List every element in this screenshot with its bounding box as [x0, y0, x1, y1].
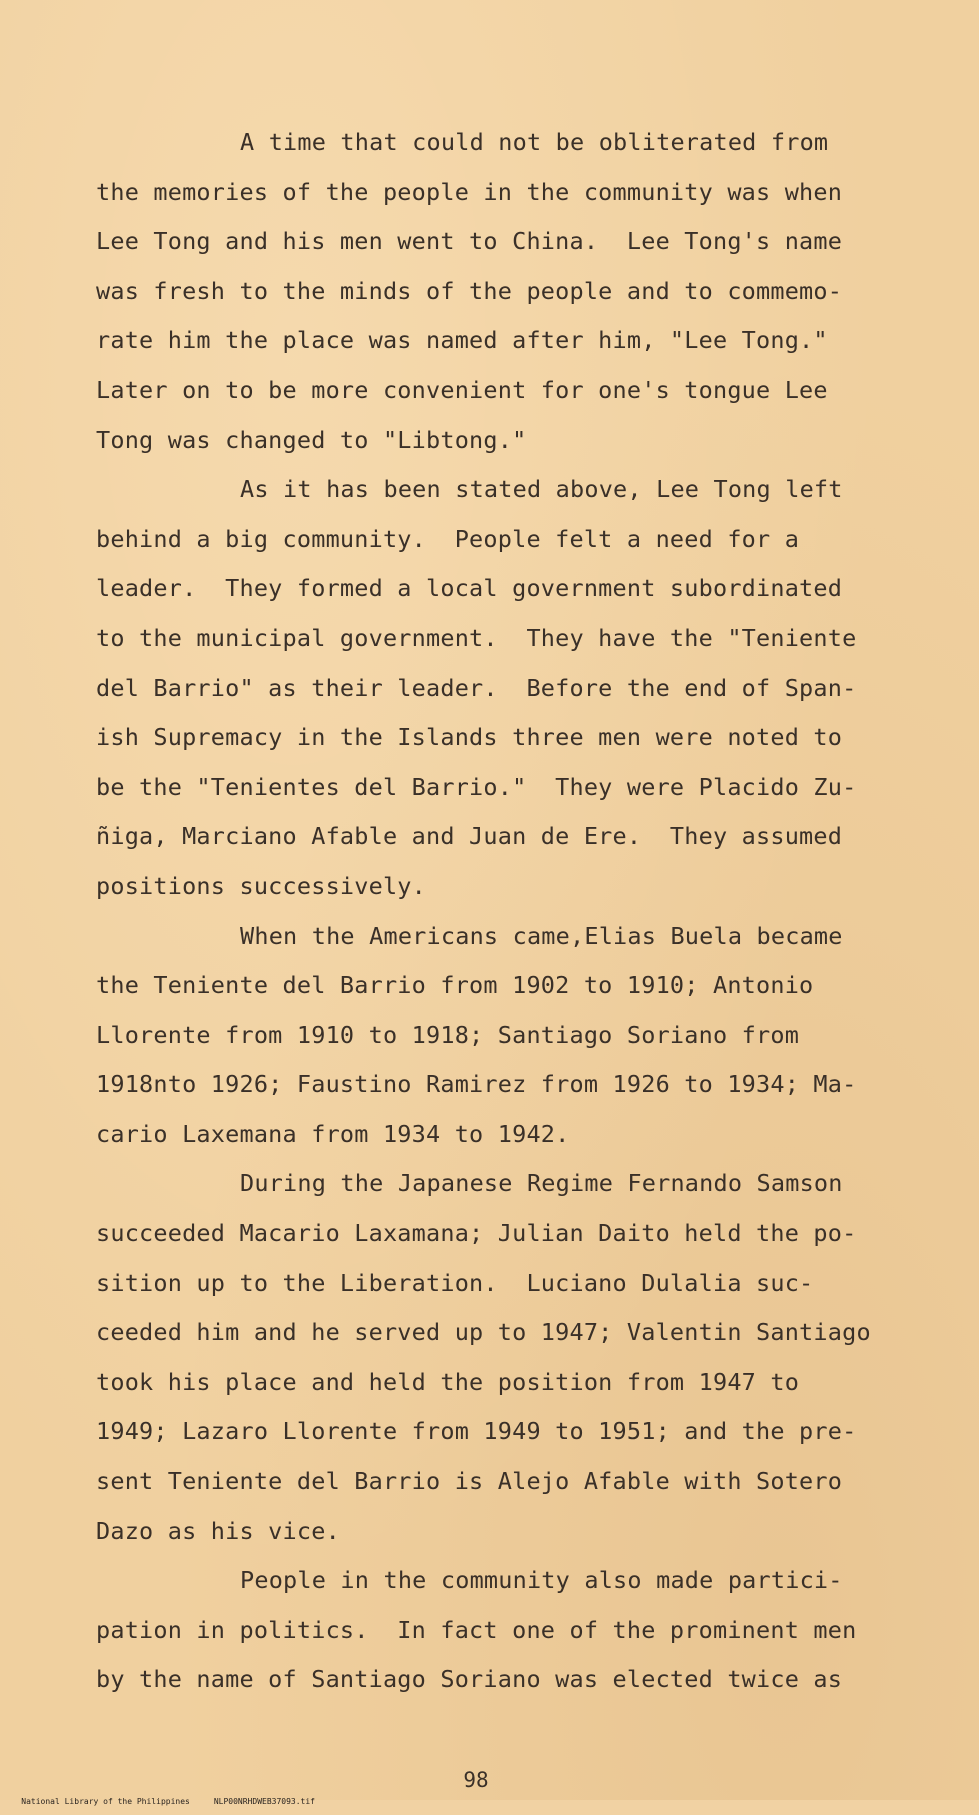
text-line: behind a big community. People felt a need for a: [96, 524, 800, 553]
text-line: succeeded Macario Laxamana; Julian Daito held the po-: [96, 1219, 857, 1248]
text-line: leader. They formed a local government subordinated: [96, 574, 843, 603]
text-line: Dazo as his vice.: [96, 1516, 340, 1545]
footer-institution: National Library of the Philippines: [21, 1797, 190, 1806]
text-line: 1918nto 1926; Faustino Ramirez from 1926 to 1934; Ma-: [96, 1070, 857, 1099]
text-line: Lee Tong and his men went to China. Lee Tong's name: [96, 227, 843, 256]
text-line: took his place and held the position from 1947 to: [96, 1367, 800, 1396]
body-text: [96, 118, 916, 1705]
text-line: sent Teniente del Barrio is Alejo Afable with Sotero: [96, 1467, 843, 1496]
text-line: pation in politics. In fact one of the prominent men: [96, 1615, 857, 1644]
text-line: rate him the place was named after him, "Lee Tong.": [96, 326, 828, 355]
text-line: A time that could not be obliterated from: [240, 128, 829, 156]
text-line: cario Laxemana from 1934 to 1942.: [96, 1119, 570, 1148]
text-line: del Barrio" as their leader. Before the end of Span-: [96, 673, 857, 702]
text-line: was fresh to the minds of the people and to commemo-: [96, 276, 843, 305]
text-line: positions successively.: [96, 871, 427, 900]
text-line: ñiga, Marciano Afable and Juan de Ere. They assumed: [96, 822, 843, 851]
footer-file-id: NLP00NRHDWEB37093.tif: [213, 1797, 315, 1806]
text-line: by the name of Santiago Soriano was elected twice as: [96, 1665, 843, 1694]
text-line: Tong was changed to "Libtong.": [96, 425, 527, 454]
text-line: People in the community also made partici-: [240, 1566, 843, 1595]
scan-footer: [2, 1788, 339, 1815]
text-line: sition up to the Liberation. Luciano Dulalia suc-: [96, 1268, 814, 1297]
text-line: During the Japanese Regime Fernando Samson: [240, 1169, 843, 1198]
text-line: ceeded him and he served up to 1947; Valentin Santiago: [96, 1318, 871, 1347]
text-line: the memories of the people in the community was when: [96, 177, 843, 206]
text-line: When the Americans came,Elias Buela became: [240, 921, 843, 950]
text-line: to the municipal government. They have the "Teniente: [96, 623, 857, 652]
text-line: Llorente from 1910 to 1918; Santiago Soriano from: [96, 1020, 800, 1049]
page-number: 98: [463, 1768, 489, 1792]
text-line: Later on to be more convenient for one's tongue Lee: [96, 375, 828, 404]
text-line: As it has been stated above, Lee Tong left: [240, 475, 843, 504]
text-line: be the "Tenientes del Barrio." They were Placido Zu-: [96, 772, 857, 801]
text-line: ish Supremacy in the Islands three men were noted to: [96, 723, 843, 752]
text-line: the Teniente del Barrio from 1902 to 1910; Antonio: [96, 971, 814, 1000]
text-line: 1949; Lazaro Llorente from 1949 to 1951; and the pre-: [96, 1417, 857, 1446]
